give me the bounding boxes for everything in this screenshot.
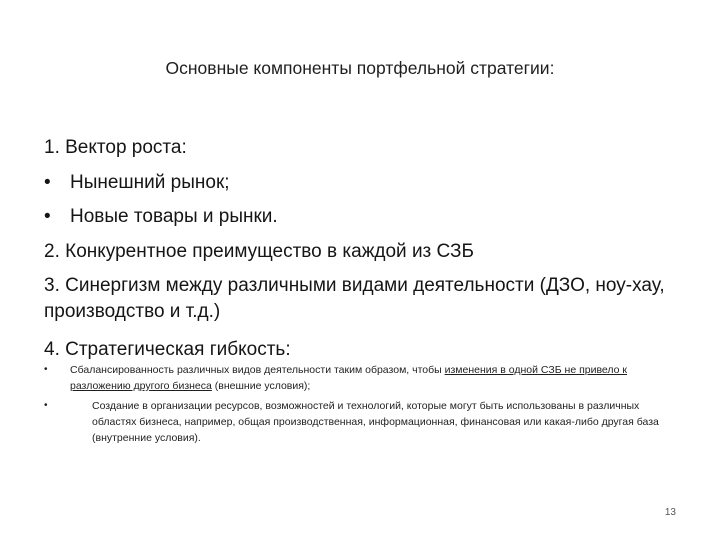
item-growth-vector: 1. Вектор роста: [44, 137, 187, 158]
flexibility-details [44, 362, 684, 450]
slide-title: Основные компоненты портфельной стратегии: [165, 58, 555, 78]
bullet-icon: • [44, 364, 48, 375]
item-competitive-advantage: 2. Конкурентное преимущество в каждой из СЗБ [44, 240, 475, 262]
item-new-goods [44, 200, 684, 235]
detail-balance-part2: (внешние условия); [211, 380, 311, 392]
main-list [44, 131, 684, 368]
bullet-icon: • [44, 171, 51, 193]
detail-balance-underlined: изменения в одной СЗБ не привело к разложению другого бизнеса [70, 364, 628, 392]
detail-balance-part1: Сбалансированность различных видов деятельности таким образом, чтобы [70, 364, 445, 376]
item-flexibility: 4. Стратегическая гибкость: [44, 339, 291, 360]
detail-balance-text [70, 362, 684, 394]
item-synergy: 3. Синергизм между различными видами деятельности (ДЗО, ноу-хау, производство и т.д.) [44, 275, 665, 322]
page-number: 13 [664, 507, 676, 518]
item-current-market-text: Нынешний рынок; [70, 171, 230, 193]
detail-balance [44, 362, 684, 394]
item-current-market [44, 166, 684, 201]
detail-creation-text: Создание в организации ресурсов, возможностей и технологий, которые могут быть использованы в различных областях бизнеса, например, общая производственная, информационная, финансовая или какая-либо другая база (внутренние условия). [92, 400, 659, 444]
bullet-icon: • [44, 400, 48, 411]
detail-creation [44, 398, 684, 446]
bullet-icon: • [44, 206, 51, 227]
item-new-goods-text: Новые товары и рынки. [70, 206, 278, 227]
